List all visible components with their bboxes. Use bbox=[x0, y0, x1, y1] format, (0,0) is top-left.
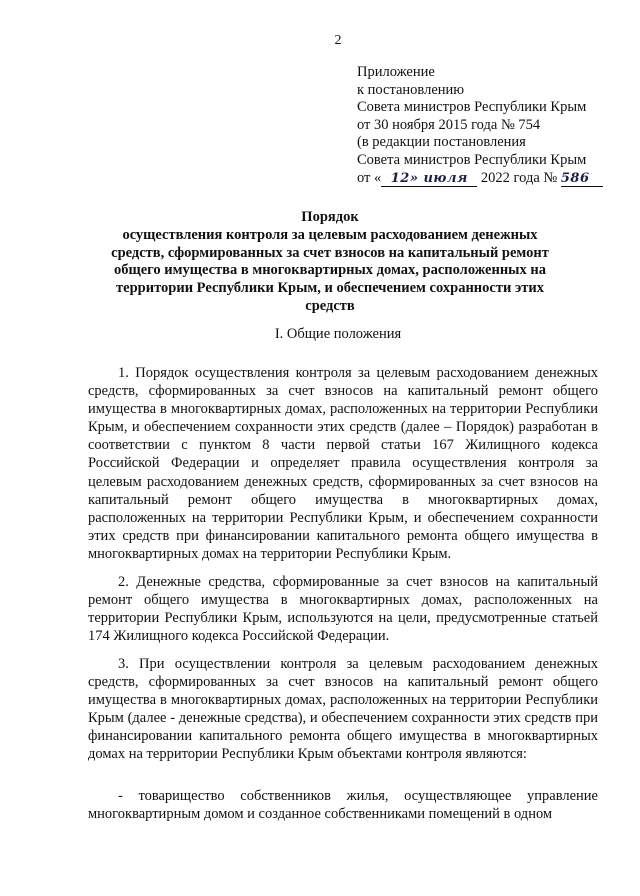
paragraph-4: - товарищество собственников жилья, осуществляющее управление многоквартирным домом и созданное собственниками помещений в одном bbox=[88, 788, 598, 823]
document-title bbox=[100, 209, 560, 316]
appendix-line: Совета министров Республики Крым bbox=[357, 99, 587, 116]
appendix-line: к постановлению bbox=[357, 81, 465, 98]
section-heading: I. Общие положения bbox=[274, 326, 402, 342]
paragraph-3: 3. При осуществлении контроля за целевым расходованием денежных средств, сформированных за счет взносов на капитальный ремонт общего имущества в многоквартирных домах, расположенных на территории Республики Крым (далее - денежные средства), и обеспечением сохранности этих средств при финансировании капитального ремонта общего имущества в многоквартирных домах на территории Республики Крым объектами контроля являются: bbox=[88, 656, 598, 763]
paragraph-2: 2. Денежные средства, сформированные за счет взносов на капитальный ремонт общего имущества в многоквартирных домах, расположенных на территории Республики Крым, используются на цели, предусмотренные статьей 174 Жилищного кодекса Российской Федерации. bbox=[88, 574, 598, 645]
appendix-line: Приложение bbox=[357, 64, 435, 80]
title-heading: Порядок bbox=[301, 209, 359, 225]
page-number: 2 bbox=[334, 33, 342, 48]
appendix-block bbox=[357, 64, 627, 187]
date-year: 2022 года № bbox=[477, 169, 561, 186]
handwritten-date: 12» июля bbox=[381, 172, 477, 187]
paragraph-1: 1. Порядок осуществления контроля за целевым расходованием денежных средств, сформированных за счет взносов на капитальный ремонт общего имущества в многоквартирных домах, расположенных на территории Республики Крым, и обеспечением сохранности этих средств (далее – Порядок) разработан в соответствии с пунктом 8 части первой статьи 167 Жилищного кодекса Российской Федерации и определяет правила осуществления контроля за целевым расходованием денежных средств, сформированных за счет взносов на капитальный ремонт общего имущества в многоквартирных домах, расположенных на территории Республики Крым, и обеспечением сохранности этих средств при финансировании капитального ремонта общего имущества в многоквартирных домах на территории Республики Крым. bbox=[88, 365, 598, 562]
title-subtitle: осуществления контроля за целевым расходованием денежных средств, сформированных за счет взносов на капитальный ремонт общего имущества в многоквартирных домах, расположенных на территории Республики Крым, и обеспечением сохранности этих средств bbox=[111, 226, 549, 314]
appendix-line: от 30 ноября 2015 года № 754 bbox=[357, 116, 541, 133]
appendix-line: Совета министров Республики Крым bbox=[357, 151, 587, 168]
appendix-date-line bbox=[357, 170, 627, 188]
date-prefix: от « bbox=[357, 169, 382, 186]
appendix-line: (в редакции постановления bbox=[357, 134, 526, 151]
handwritten-number: 586 bbox=[561, 172, 603, 187]
